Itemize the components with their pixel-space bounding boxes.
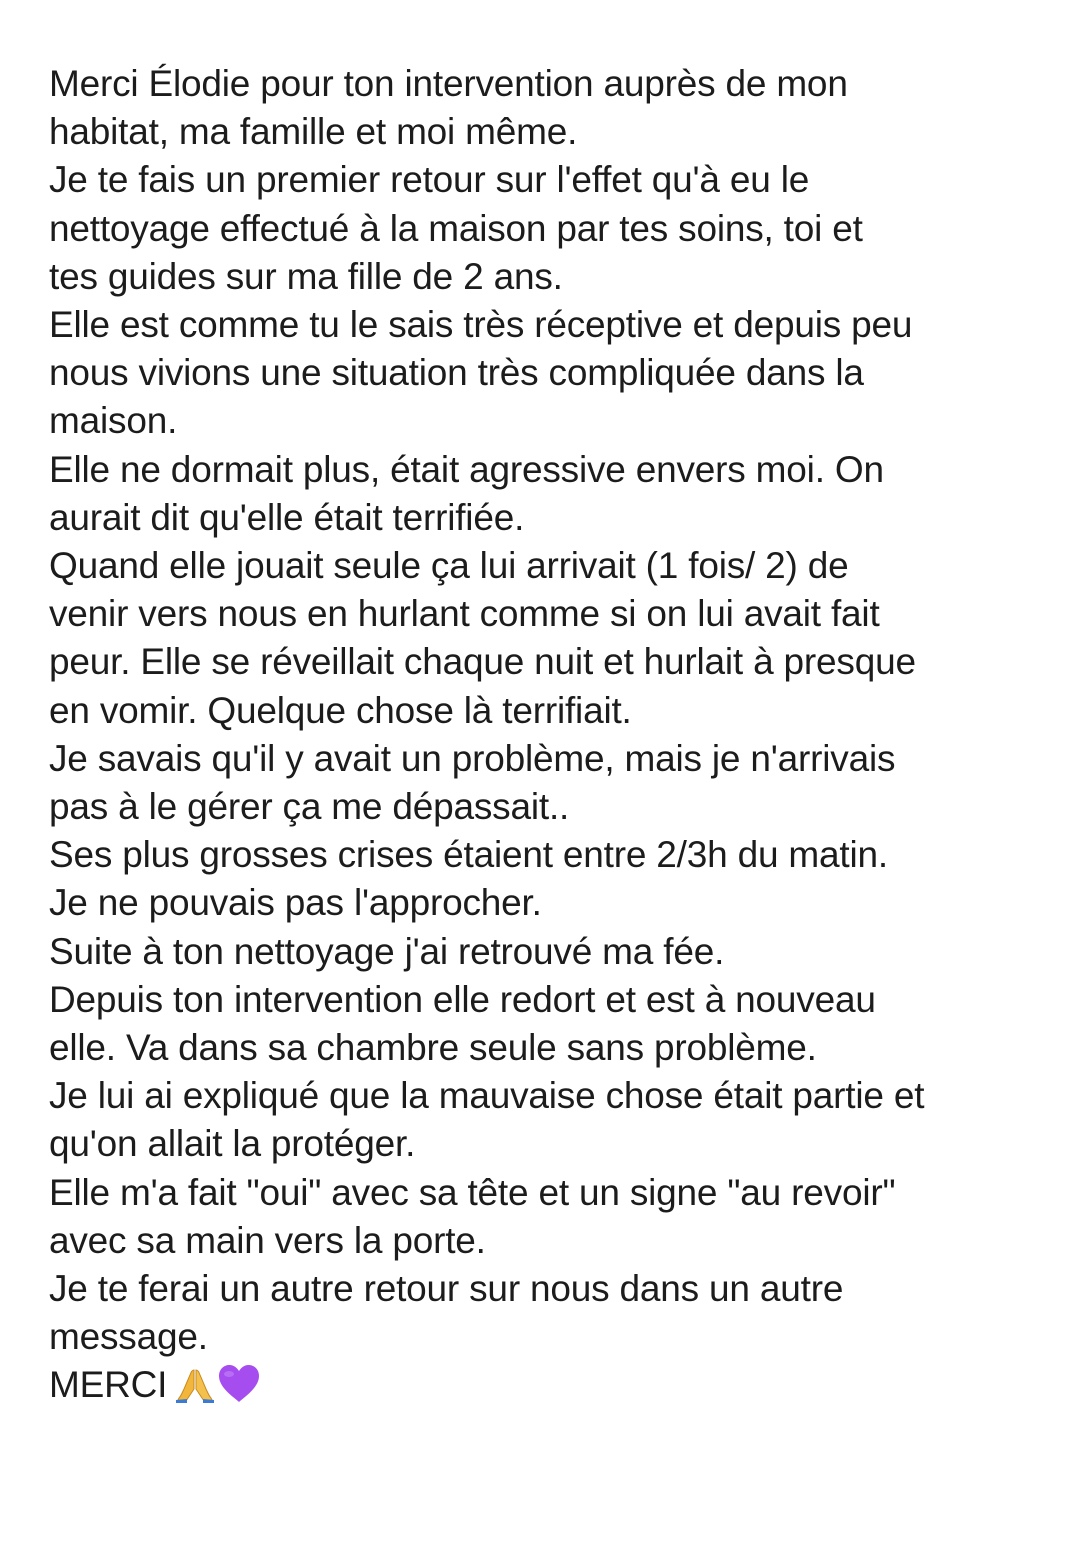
message-line: message. bbox=[49, 1316, 208, 1358]
message-line: Elle ne dormait plus, était agressive envers moi. On bbox=[49, 448, 884, 490]
message-body bbox=[49, 60, 1049, 1410]
message-line: tes guides sur ma fille de 2 ans. bbox=[49, 255, 563, 297]
message-line: nettoyage effectué à la maison par tes soins, toi et bbox=[49, 207, 863, 249]
message-line: Je te fais un premier retour sur l'effet qu'à eu le bbox=[49, 159, 810, 201]
message-line: Elle est comme tu le sais très réceptive et depuis peu bbox=[49, 304, 913, 346]
message-line: Ses plus grosses crises étaient entre 2/3h du matin. bbox=[49, 834, 888, 876]
message-line: Merci Élodie pour ton intervention auprès de mon bbox=[49, 63, 848, 104]
message-line: elle. Va dans sa chambre seule sans problème. bbox=[49, 1027, 817, 1069]
message-line: habitat, ma famille et moi même. bbox=[49, 111, 578, 153]
message-line: Je ne pouvais pas l'approcher. bbox=[49, 882, 542, 924]
message-line: en vomir. Quelque chose là terrifiait. bbox=[49, 689, 632, 731]
message-closing-text: MERCI bbox=[49, 1364, 168, 1406]
message-line: peur. Elle se réveillait chaque nuit et hurlait à presque bbox=[49, 641, 916, 683]
message-line: avec sa main vers la porte. bbox=[49, 1219, 486, 1261]
message-line: pas à le gérer ça me dépassait.. bbox=[49, 786, 570, 828]
message-line: Je lui ai expliqué que la mauvaise chose était partie et bbox=[49, 1075, 925, 1117]
message-line: nous vivions une situation très compliquée dans la bbox=[49, 352, 864, 394]
message-line: qu'on allait la protéger. bbox=[49, 1123, 416, 1165]
purple-heart-icon bbox=[217, 1363, 261, 1403]
message-line: Elle m'a fait "oui" avec sa tête et un signe "au revoir" bbox=[49, 1171, 896, 1213]
message-line: maison. bbox=[49, 400, 178, 442]
folded-hands-icon bbox=[175, 1367, 215, 1403]
message-closing-line bbox=[49, 1361, 1049, 1409]
message-line: aurait dit qu'elle était terrifiée. bbox=[49, 496, 525, 538]
message-line: venir vers nous en hurlant comme si on lui avait fait bbox=[49, 593, 880, 635]
message-line: Depuis ton intervention elle redort et est à nouveau bbox=[49, 978, 876, 1020]
message-line: Je te ferai un autre retour sur nous dans un autre bbox=[49, 1268, 844, 1310]
message-line: Suite à ton nettoyage j'ai retrouvé ma fée. bbox=[49, 930, 725, 972]
message-line: Je savais qu'il y avait un problème, mais je n'arrivais bbox=[49, 737, 896, 779]
message-line: Quand elle jouait seule ça lui arrivait (1 fois/ 2) de bbox=[49, 545, 849, 587]
